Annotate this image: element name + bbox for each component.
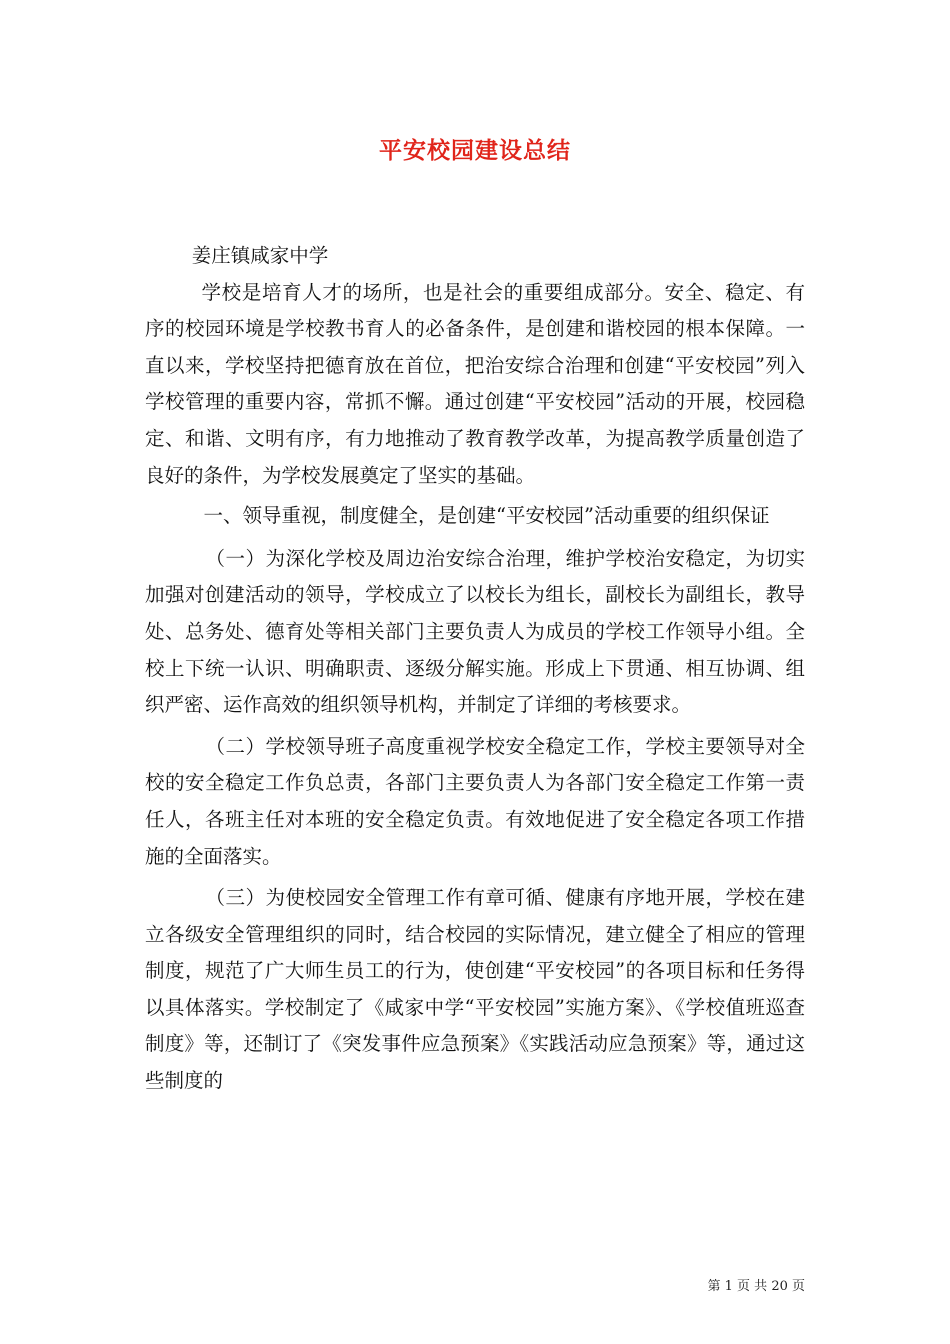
intro-paragraph: 学校是培育人才的场所，也是社会的重要组成部分。安全、稳定、有序的校园环境是学校教书育人的必备条件，是创建和谐校园的根本保障。一直以来，学校坚持把德育放在首位，把治安综合治理和创建“平安校园”列入学校管理的重要内容，常抓不懈。通过创建“平安校园”活动的开展，校园稳定、和谐、文明有序，有力地推动了教育教学改革，为提高教学质量创造了良好的条件，为学校发展奠定了坚实的基础。	[145, 280, 805, 487]
subsection-paragraph-2: （二）学校领导班子高度重视学校安全稳定工作，学校主要领导对全校的安全稳定工作负总责，各部门主要负责人为各部门安全稳定工作第一责任人，各班主任对本班的安全稳定负责。有效地促进了安全稳定各项工作措施的全面落实。	[145, 734, 805, 868]
section-heading-1: 一、领导重视，制度健全，是创建“平安校园”活动重要的组织保证	[203, 504, 770, 528]
document-body	[145, 238, 805, 1100]
page-number: 第 1 页 共 20 页	[707, 1279, 805, 1294]
school-name: 姜庄镇咸家中学	[191, 244, 329, 267]
document-title: 平安校园建设总结	[379, 137, 571, 164]
subsection-paragraph-3: （三）为使校园安全管理工作有章可循、健康有序地开展，学校在建立各级安全管理组织的同时，结合校园的实际情况，建立健全了相应的管理制度，规范了广大师生员工的行为，使创建“平安校园”的各项目标和任务得以具体落实。学校制定了《咸家中学“平安校园”实施方案》、《学校值班巡查制度》等，还制订了《突发事件应急预案》《实践活动应急预案》等，通过这些制度的	[145, 886, 805, 1093]
subsection-paragraph-1: （一）为深化学校及周边治安综合治理，维护学校治安稳定，为切实加强对创建活动的领导，学校成立了以校长为组长，副校长为副组长，教导处、总务处、德育处等相关部门主要负责人为成员的学校工作领导小组。全校上下统一认识、明确职责、逐级分解实施。形成上下贯通、相互协调、组织严密、运作高效的组织领导机构，并制定了详细的考核要求。	[145, 546, 805, 717]
